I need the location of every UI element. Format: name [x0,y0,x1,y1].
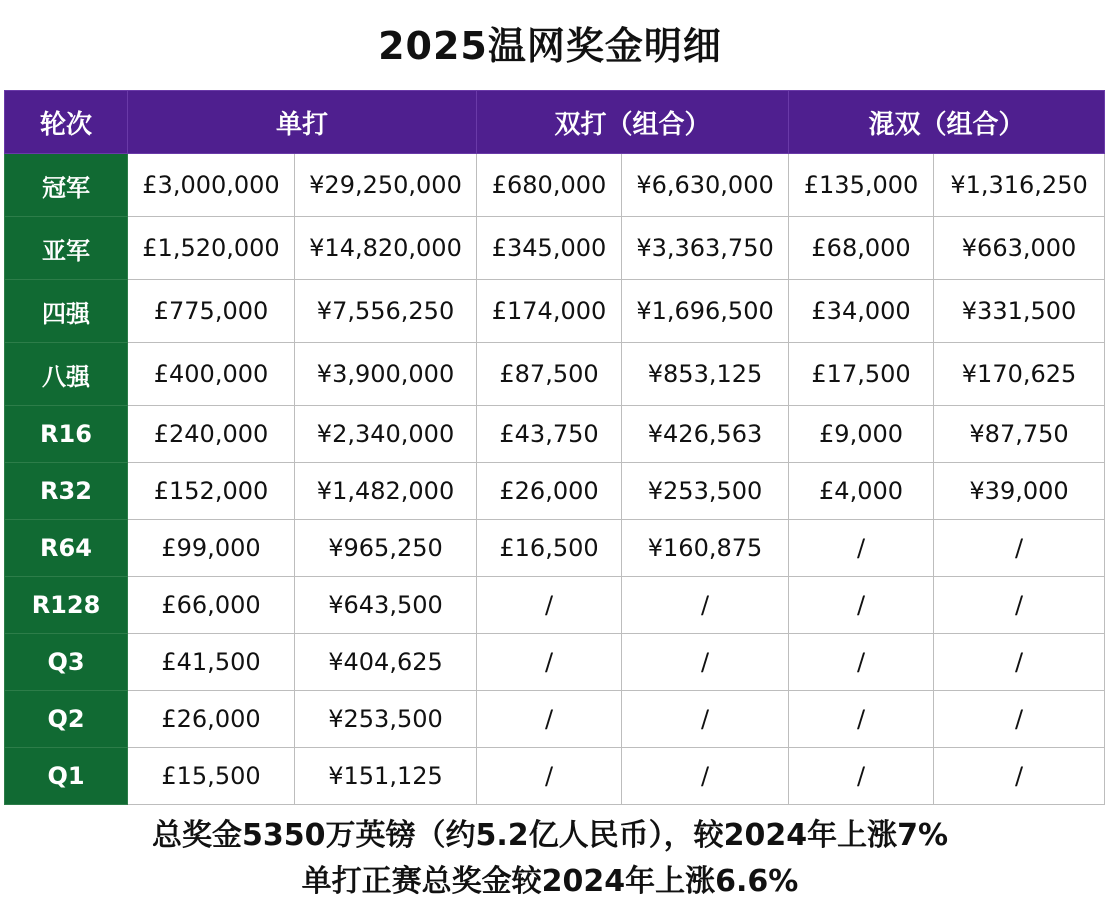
singles-cny: ¥1,482,000 [295,463,477,520]
singles-gbp: £240,000 [128,406,295,463]
round-label: Q1 [5,748,128,805]
singles-cny: ¥965,250 [295,520,477,577]
round-label: 八强 [5,343,128,406]
doubles-cny: ¥253,500 [622,463,789,520]
doubles-gbp: / [477,577,622,634]
mixed-cny: ¥170,625 [934,343,1105,406]
prize-table [4,90,1105,805]
table-row [5,343,1105,406]
singles-cny: ¥2,340,000 [295,406,477,463]
total-prize-note: 总奖金5350万英镑（约5.2亿人民币），较2024年上涨7% [151,818,949,853]
round-label: R64 [5,520,128,577]
table-row [5,520,1105,577]
singles-cny: ¥404,625 [295,634,477,691]
singles-gbp: £152,000 [128,463,295,520]
doubles-cny: ¥160,875 [622,520,789,577]
singles-gbp: £400,000 [128,343,295,406]
doubles-cny: ¥3,363,750 [622,217,789,280]
doubles-gbp: £26,000 [477,463,622,520]
singles-cny: ¥3,900,000 [295,343,477,406]
doubles-gbp: £87,500 [477,343,622,406]
round-label: 亚军 [5,217,128,280]
mixed-cny: ¥39,000 [934,463,1105,520]
singles-gbp: £66,000 [128,577,295,634]
round-label: Q3 [5,634,128,691]
doubles-cny: / [622,691,789,748]
mixed-cny: / [934,577,1105,634]
table-row [5,691,1105,748]
singles-gbp: £99,000 [128,520,295,577]
doubles-gbp: £345,000 [477,217,622,280]
mixed-gbp: / [789,520,934,577]
doubles-gbp: / [477,634,622,691]
doubles-gbp: £174,000 [477,280,622,343]
mixed-cny: / [934,691,1105,748]
header-round: 轮次 [5,91,128,154]
mixed-cny: ¥87,750 [934,406,1105,463]
mixed-gbp: / [789,748,934,805]
round-label: R16 [5,406,128,463]
mixed-cny: / [934,634,1105,691]
doubles-gbp: £680,000 [477,154,622,217]
singles-gbp: £26,000 [128,691,295,748]
singles-gbp: £1,520,000 [128,217,295,280]
singles-cny: ¥151,125 [295,748,477,805]
table-row [5,406,1105,463]
singles-gbp: £3,000,000 [128,154,295,217]
doubles-cny: ¥1,696,500 [622,280,789,343]
singles-cny: ¥643,500 [295,577,477,634]
header-singles: 单打 [128,91,477,154]
round-label: Q2 [5,691,128,748]
table-row [5,748,1105,805]
mixed-cny: / [934,520,1105,577]
mixed-gbp: £34,000 [789,280,934,343]
doubles-cny: / [622,748,789,805]
doubles-gbp: / [477,748,622,805]
mixed-gbp: £135,000 [789,154,934,217]
round-label: R128 [5,577,128,634]
page-title: 2025温网奖金明细 [378,24,722,68]
round-label: 四强 [5,280,128,343]
mixed-gbp: / [789,634,934,691]
doubles-gbp: £16,500 [477,520,622,577]
doubles-gbp: / [477,691,622,748]
doubles-cny: ¥6,630,000 [622,154,789,217]
doubles-cny: / [622,634,789,691]
singles-increase-note: 单打正赛总奖金较2024年上涨6.6% [301,864,799,899]
singles-cny: ¥29,250,000 [295,154,477,217]
singles-cny: ¥253,500 [295,691,477,748]
table-row [5,463,1105,520]
singles-cny: ¥7,556,250 [295,280,477,343]
mixed-gbp: / [789,577,934,634]
table-row [5,577,1105,634]
mixed-gbp: £68,000 [789,217,934,280]
table-header-row [5,91,1105,154]
singles-cny: ¥14,820,000 [295,217,477,280]
table-row [5,634,1105,691]
mixed-gbp: £9,000 [789,406,934,463]
round-label: 冠军 [5,154,128,217]
mixed-gbp: £4,000 [789,463,934,520]
mixed-cny: ¥331,500 [934,280,1105,343]
singles-gbp: £41,500 [128,634,295,691]
singles-gbp: £775,000 [128,280,295,343]
header-mixed-doubles: 混双（组合） [789,91,1105,154]
header-doubles: 双打（组合） [477,91,789,154]
mixed-gbp: / [789,691,934,748]
doubles-gbp: £43,750 [477,406,622,463]
mixed-cny: ¥663,000 [934,217,1105,280]
round-label: R32 [5,463,128,520]
table-row [5,217,1105,280]
mixed-cny: / [934,748,1105,805]
doubles-cny: ¥426,563 [622,406,789,463]
mixed-gbp: £17,500 [789,343,934,406]
doubles-cny: / [622,577,789,634]
table-row [5,154,1105,217]
singles-gbp: £15,500 [128,748,295,805]
table-row [5,280,1105,343]
mixed-cny: ¥1,316,250 [934,154,1105,217]
doubles-cny: ¥853,125 [622,343,789,406]
